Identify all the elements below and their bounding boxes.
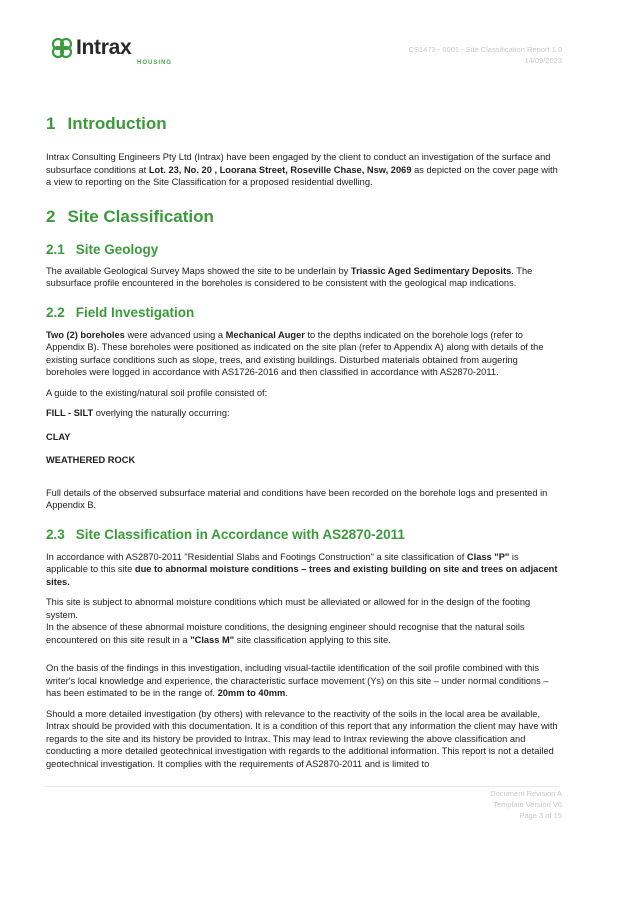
heading-site-geology: 2.1 Site Geology	[46, 241, 159, 257]
soil-profile-intro: A guide to the existing/natural soil profile consisted of:	[46, 387, 268, 398]
heading-field-investigation: 2.2 Field Investigation	[46, 304, 195, 320]
geology-paragraph: The available Geological Survey Maps showed the site to be underlain by Triassic Aged Sedimentary Deposits. The subsurface profile encountered in the boreholes is considered to be consistent with the geological map indications.	[46, 265, 533, 288]
main-content	[46, 114, 560, 770]
logo-subtitle: HOUSING	[137, 60, 173, 66]
soil-layer-clay: CLAY	[46, 431, 71, 442]
soil-layer-fill: FILL - SILT overlying the naturally occurring:	[46, 408, 230, 418]
absence-paragraph: In the absence of these abnormal moisture conditions, the designing engineer should recognise that the natural soils encountered on this site result in a "Class M" site classification applying to this site.	[46, 622, 525, 645]
further-investigation-paragraph: Should a more detailed investigation (by others) with relevance to the reactivity of the soils in the local area be available, Intrax should be provided with this documentation. It is a condition of this report that any information the client may have with regards to the site and its history be provided to Intrax. This may lead to Intrax reviewing the above classification and conducting a more detailed geotechnical investigation with regards to the additional information. This report is not a detailed geotechnical investigation. It complies with the requirements of AS2870-2011 and is limited to	[46, 708, 558, 769]
template-version: Template Version V6	[493, 800, 562, 809]
intrax-logo-icon	[51, 37, 73, 59]
heading-site-classification: 2 Site Classification	[46, 206, 214, 226]
footer-meta	[490, 788, 562, 821]
document-revision: Document Revision A	[490, 789, 562, 798]
findings-paragraph: On the basis of the findings in this investigation, including visual-tactile identification of the soil profile combined with this writer's local knowledge and experience, the characteristic surface movement (Ys) on this site – under normal conditions – has been estimated to be in the range of. 20mm to 40mm.	[46, 663, 549, 698]
moisture-paragraph: This site is subject to abnormal moisture conditions which must be alleviated or allowed for in the design of the footing system.	[46, 597, 531, 620]
report-reference: CS1473 - 0001 - Site Classification Report 1.0	[408, 45, 562, 54]
soil-layer-rock: WEATHERED ROCK	[46, 455, 136, 465]
intrax-logo	[51, 34, 173, 70]
header-meta	[409, 44, 562, 66]
logo-wordmark: Intrax	[76, 36, 132, 59]
page-number: Page 3 of 15	[519, 811, 562, 820]
heading-introduction: 1 Introduction	[46, 114, 167, 133]
classification-paragraph: In accordance with AS2870-2011 "Residential Slabs and Footings Construction" a site classification of Class "P" is applicable to this site due to abnormal moisture conditions – trees and existing building on site and trees on adjacent sites.	[46, 551, 558, 587]
field-paragraph: Two (2) boreholes were advanced using a Mechanical Auger to the depths indicated on the borehole logs (refer to Appendix B). These boreholes were positioned as indicated on the site plan (refer to Appendix A) along with details of the existing surface conditions such as slope, trees, and existing buildings. Disturbed materials obtained from augering boreholes were logged in accordance with AS1726-2016 and then classified in accordance with AS2870-2011.	[46, 329, 544, 377]
footer-divider	[44, 786, 560, 787]
report-date: 14/09/2023	[524, 56, 562, 65]
field-details-paragraph: Full details of the observed subsurface material and conditions have been recorded on the borehole logs and presented in Appendix B.	[46, 487, 548, 510]
intro-paragraph: Intrax Consulting Engineers Pty Ltd (Intrax) have been engaged by the client to conduct an investigation of the surface and subsurface conditions at Lot. 23, No. 20 , Loorana Street, Roseville Chase, Nsw, 2069 as depicted on the cover page with a view to reporting on the Site Classification for a proposed residential dwelling.	[46, 152, 558, 187]
heading-site-classification-as2870: 2.3 Site Classification in Accordance with AS2870-2011	[46, 526, 405, 542]
